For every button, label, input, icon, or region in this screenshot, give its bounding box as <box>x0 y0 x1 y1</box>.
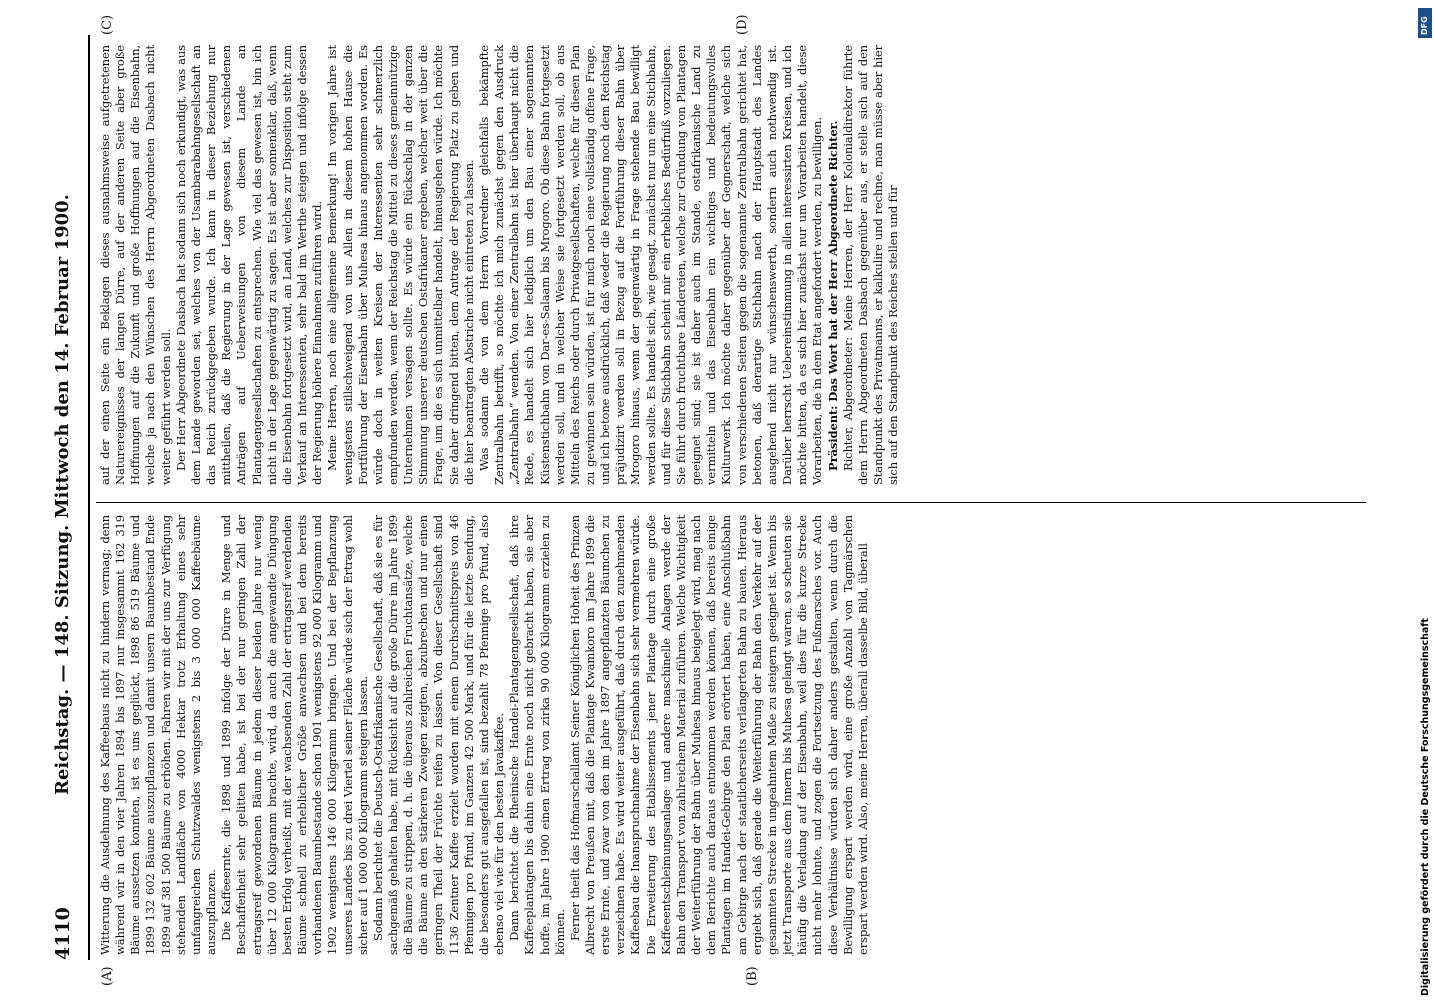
paragraph: Witterung die Ausdehnung des Kaffeebaus nicht zu hindern vermag; denn während wir in den vier Jahren 1894 bis 1897 nur insgesammt 162 319 Bäume aussetzen konnten, ist es uns geglückt, 1898 86 519 Bäume und 1899 132 602 Bäume auszupflanzen und damit unsern Baumbestand Ende 1899 auf 381 500 Bäume zu erhöhen. Fahren wir mit der uns zur Verfügung stehenden Landfläche von 4000 Hektar trotz Erhaltung eines sehr umfangreichen Schutzwaldes wenigstens 2 bis 3 000 000 Kaffeebäume auszupflanzen. <box>98 515 219 955</box>
paragraph: Dann berichtet die Rheinische Handei-Plantagengesellschaft, daß ihre Kaffeeplantagen bis dahin eine Ernte noch nicht gebracht haben, sie aber hoffe, im Jahre 1900 einen Ertrag von zirka 90 000 Kilogramm erzielen zu können. <box>507 515 567 955</box>
page-title: Reichstag. — 148. Sitzung. Mittwoch den 14. Februar 1900. <box>52 194 73 795</box>
margin-mark-d: (D) <box>735 14 750 35</box>
digitization-credit <box>1418 8 1432 998</box>
paragraph: Meine Herren, noch eine allgemeine Bemerkung! Im vorigen Jahre ist wenigstens stillschweigend von uns Allen in diesem hohen Hause die Fortführung der Eisenbahn über Muhesa hinaus angenommen worden. Es würde doch in weiten Kreisen der Interessenten sehr schmerzlich empfunden werden, wenn der Reichstag die Mittel zu dieses gemeinnützige Unternehmen versagen sollte. Es würde ein Rückschlag in der ganzen Stimmung unserer deutschen Ostafrikaner ergeben, welcher weit über die Frage, um die es sich unmittelbar handelt, hinausgehen würde. Ich möchte Sie daher dringend bitten, dem Antrage der Regierung Platz zu geben und die hier beantragten Abstriche nicht eintreten zu lassen. <box>325 45 476 485</box>
speaker-paragraph: Präsident: Das Wort hat der Herr Abgeordnete Richter. <box>825 120 840 471</box>
page-header <box>52 40 78 960</box>
column-divider <box>96 502 1366 503</box>
header-rule <box>88 35 90 960</box>
paragraph: Was sodann die von dem Herrn Vorredner gleichfalls bekämpfte Zentralbahn betrifft, so möchte ich mich zunächst gegen den Ausdruck „Zentralbahn“ wenden. Von einer Zentralbahn ist hier überhaupt nicht die Rede, es handelt sich hier lediglich um den Bau einer sogenannten Küstenstichbahn von Dar-es-Salaam bis Mrogoro. Ob diese Bahn fortgesetzt werden soll, und in welcher Weise sie fortgesetzt werden soll, ob aus Mitteln des Reichs oder durch Privatgesellschaften, welche für diesen Plan zu gewinnen sein würden, ist für mich noch eine vollständig offene Frage, und ich betone ausdrücklich, daß weder die Regierung noch dem Reichstag präjudizirt werden soll in Bezug auf die Fortführung dieser Bahn über Mrogoro hinaus, wenn der gegenwärtig in Frage stehende Bau bewilligt werden sollte. Es handelt sich, wie gesagt, zunächst nur um eine Stichbahn, und für diese Stichbahn scheint mir ein erhebliches Bedürfniß vorzuliegen. Sie führt durch fruchtbare Ländereien, welche zur Gründung von Plantagen geeignet sind; sie ist daher auch im Stande, ostafrikanische Land zu vermitteln und das Eisenbahn ein wichtiges und bedeutungsvolles Kulturwerk. Ich möchte daher gegenüber der Gegnerschaft, welche sich von verschiedenen Seiten gegen die sogenannte Zentralbahn gerichtet hat, betonen, daß derartige Stichbahn nach der Hauptstadt des Landes ausgehend nicht nur wünschenswerth, sondern auch nothwendig ist. Darüber herrscht Uebereinstimmung in allen interessirten Kreisen, und ich möchte bitten, da es sich hier zunächst nur um Vorarbeiten handelt, diese Vorarbeiten, die in dem Etat angefordert werden, zu bewilligen. <box>476 45 825 485</box>
margin-mark-a: (A) <box>100 966 115 986</box>
left-column <box>98 515 871 955</box>
margin-mark-b: (B) <box>745 966 760 986</box>
credit-text: Digitalisierung gefördert durch die Deutsche Forschungsgemeinschaft <box>1420 618 1431 996</box>
paragraph: Der Herr Abgeordnete Dasbach hat sodann sich noch erkundigt, was aus dem Lande geworden sei, welches von der Usambarabahngesellschaft an das Reich zurückgegeben wurde. Ich kann in dieser Beziehung nur mittheilen, daß die Regierung in der Lage gewesen ist, verschiedenen Anträgen auf Ueberweisungen von diesem Lande an Plantagengesellschaften zu entsprechen. Wie viel das gewesen ist, bin ich nicht in der Lage gegenwärtig zu sagen. Es ist aber sonnenklar, daß, wenn die Eisenbahn fortgesetzt wird, an Land, welches zur Disposition steht zum Verkauf an Interessenten, sehr bald im Werthe steigen und infolge dessen der Regierung höhere Einnahmen zuführen wird. <box>173 45 325 485</box>
right-column <box>98 45 901 485</box>
page-number: 4110 <box>52 907 74 960</box>
margin-mark-c: (C) <box>100 14 115 35</box>
dfg-logo <box>1418 8 1432 38</box>
paragraph: auf der einen Seite ein Beklagen dieses ausnahmsweise aufgetretenen Naturereignisses der langen Dürre, auf der anderen Seite aber große Hoffnungen auf die Zukunft und große Hoffnungen auf die Eisenbahn, welche ja nach den Wünschen des Herrn Abgeordneten Dasbach nicht weiter geführt werden soll. <box>98 45 173 485</box>
paragraph: Ferner theilt das Hofmarschallamt Seiner Königlichen Hoheit des Prinzen Albrecht von Preußen mit, daß die Plantage Kwamkoro im Jahre 1899 die erste Ernte, und zwar von den im Jahre 1897 angepflanzten Bäumchen zu verzeichnen habe. Es wird weiter ausgeführt, daß durch den zunehmenden Kaffeebau die Inanspruchnahme der Eisenbahn sich sehr vermehren würde. Die Erweiterung des Etablissements jener Plantage durch eine große Kaffeeentschleimungsanlage und andere maschinelle Anlagen werde der Bahn den Transport von zahlreichem Material zuführen. Welche Wichtigkeit der Weiterführung der Bahn über Muhesa hinaus beigelegt wird, mag nach dem Berichte auch daraus entnommen werden können, daß bereits einige Plantagen im Handei-Gebirge den Plan erörtert haben, eine Anschlußbahn am Gebirge nach der staatlicherseits verlängerten Bahn zu bauen. Hieraus ergiebt sich, daß gerade die Weiterführung der Bahn den Verkehr auf der gesammten Strecke in ungeahntem Maße zu steigern geeignet ist. Wenn bis jetzt Transporte aus dem Innern bis Muhesa gelangt waren, so scheuten sie häufig die Verladung auf der Eisenbahn, weil dies für die kurze Strecke nicht mehr lohnte, und zogen die Fortsetzung des Fußmarsches vor. Auch diese Verhältnisse würden sich daher anders gestalten, wenn durch die Bewilligung erspart werden wird, eine große Anzahl von Tagmärschen erspart werden wird. Also, meine Herren, überall dasselbe Bild, überall <box>567 515 870 955</box>
paragraph: Sodann berichtet die Deutsch-Ostafrikanische Gesellschaft, daß sie es für sachgemäß gehalten habe, mit Rücksicht auf die große Dürre im Jahre 1899 die Bäume zu strippen, d. h. die überaus zahlreichen Fruchtansätze, welche die Bäume an den stärkeren Zweigen zeigten, abzubrechen und nur einen geringen Theil der Früchte reifen zu lassen. Von dieser Gesellschaft sind 1136 Zentner Kaffee erzielt worden mit einem Durchschnittspreis von 46 Pfennigen pro Pfund, im Ganzen 42 500 Mark, und für die letzte Sendung, die besonders gut ausgefallen ist, sind bezahlt 78 Pfennige pro Pfund, also ebenso viel wie für den besten Javakaffee. <box>370 515 507 955</box>
dfg-logo-text: DFG <box>1420 16 1429 35</box>
paragraph: Die Kaffeeernte, die 1898 und 1899 infolge der Dürre in Menge und Beschaffenheit sehr gelitten habe, ist bei der nur geringen Zahl der ertragsreif gewordenen Bäume in jedem dieser beiden Jahre nur wenig über 12 000 Kilogramm brachte, wird, da auch die angewandte Düngung besten Erfolg verheißt, mit der wachsenden Zahl der ertragsreif werdenden Bäume schnell zu erheblicher Größe anwachsen und bei dem bereits vorhandenen Baumbestande schon 1901 wenigstens 92 000 Kilogramm und 1902 wenigstens 146 000 Kilogramm bringen. Und bei der Bepflanzung unseres Landes bis zu drei Viertel seiner Fläche würde sich der Ertrag wohl sicher auf 1 000 000 Kilogramm steigern lassen. <box>219 515 370 955</box>
paragraph: Richter, Abgeordneter: Meine Herren, der Herr Kolonialdirektor führte dem Herrn Abgeordneten Dasbach gegenüber aus, er stelle sich auf den Standpunkt des Privatmanns, er kalkulire und rechne, man müsse aber hier sich auf den Standpunkt des Reiches stellen und für <box>840 45 901 485</box>
